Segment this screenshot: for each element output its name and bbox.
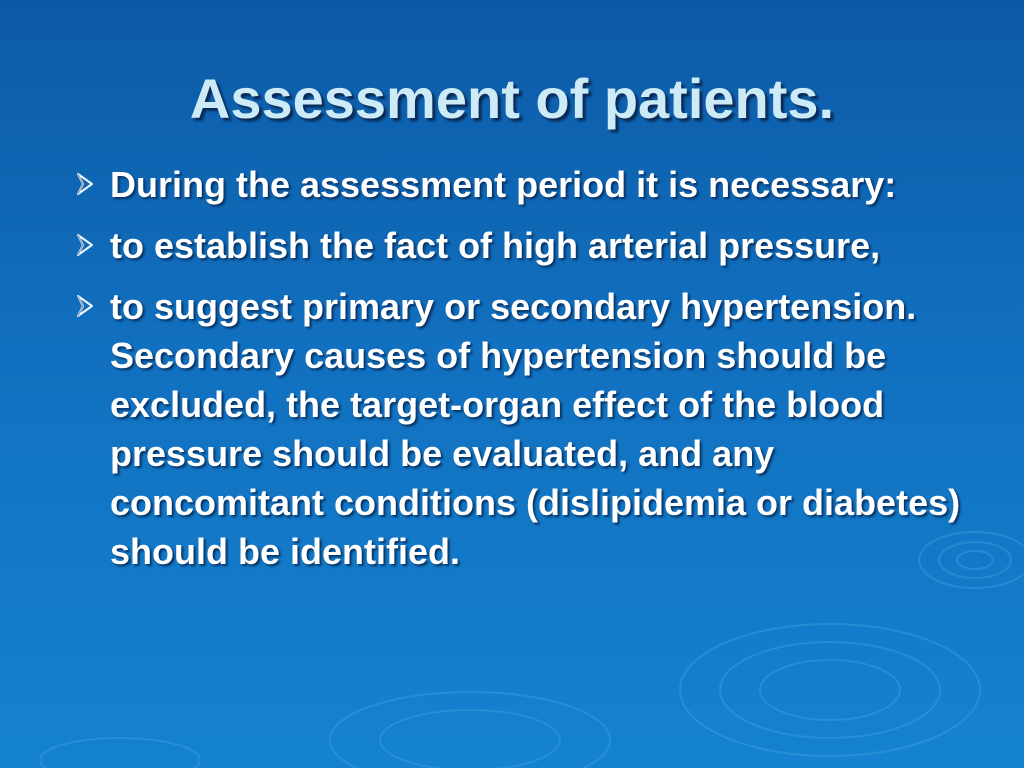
arrow-outline-bullet-icon xyxy=(74,293,96,319)
arrow-outline-bullet-icon xyxy=(74,232,96,258)
bullet-text: to establish the fact of high arterial pressure, xyxy=(110,225,881,266)
slide-title: Assessment of patients. xyxy=(189,67,835,130)
arrow-outline-bullet-icon xyxy=(74,171,96,197)
bullet-item xyxy=(70,221,990,270)
bullet-list xyxy=(70,160,990,588)
bullet-text: to suggest primary or secondary hypertension. Secondary causes of hypertension should be excluded, the target-organ effect of the blood pressure should be evaluated, and any concomitant conditions (dislipidemia or diabetes) should be identified. xyxy=(110,286,961,572)
bullet-item xyxy=(70,282,990,576)
bullet-text: During the assessment period it is necessary: xyxy=(110,164,897,205)
bullet-item xyxy=(70,160,990,209)
